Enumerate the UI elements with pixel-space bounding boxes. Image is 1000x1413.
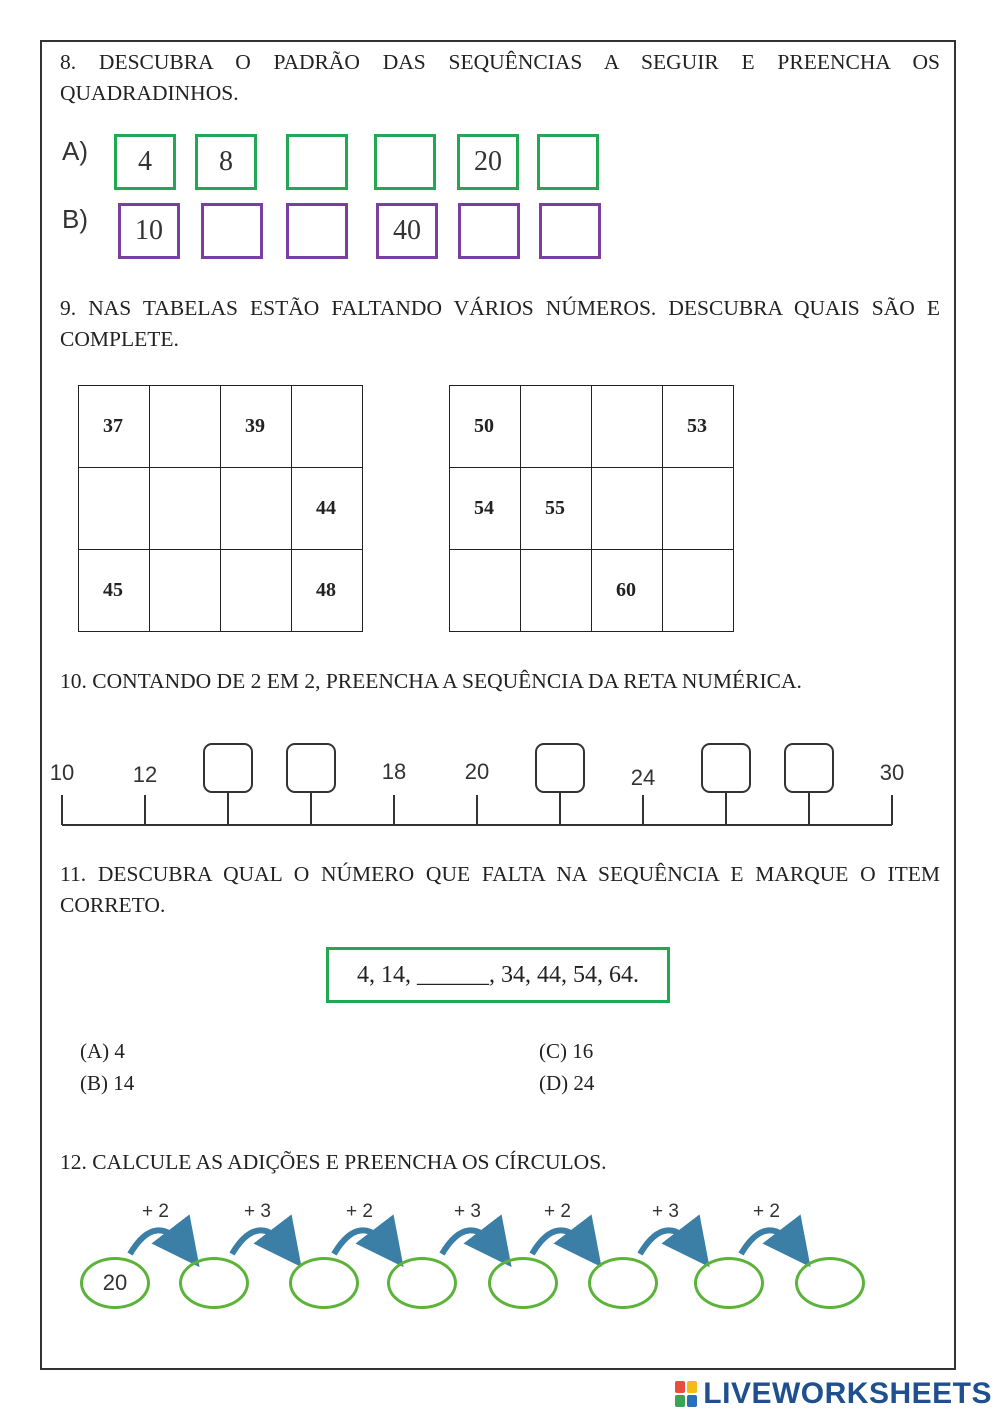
addition-step-label: + 2	[753, 1201, 780, 1222]
answer-circle[interactable]	[387, 1257, 457, 1309]
seq-b-box-1: 10	[118, 203, 180, 259]
logo-square	[687, 1381, 697, 1393]
addition-step-label: + 2	[142, 1201, 169, 1222]
addition-arrow	[442, 1230, 497, 1254]
seq-a-box-1: 4	[114, 134, 176, 190]
addition-arrow	[130, 1230, 185, 1254]
row-b-label: B)	[62, 204, 88, 234]
seq-b-box-4: 40	[376, 203, 438, 259]
answer-circle[interactable]	[588, 1257, 658, 1309]
logo-square	[687, 1395, 697, 1407]
table-cell: 53	[663, 386, 734, 468]
answer-circle[interactable]	[795, 1257, 865, 1309]
number-line-label: 12	[132, 762, 158, 787]
answer-circle[interactable]	[289, 1257, 359, 1309]
addition-arrow	[741, 1230, 796, 1254]
addition-step-label: + 3	[244, 1201, 271, 1222]
question-8-text: 8. DESCUBRA O PADRÃO DAS SEQUÊNCIAS A SEGUIR E PREENCHA OS QUADRADINHOS.	[60, 50, 940, 105]
addition-step-label: + 2	[544, 1201, 571, 1222]
number-line-label: 24	[630, 765, 656, 790]
sequence-text: 4, 14, ______, 34, 44, 54, 64.	[357, 961, 639, 988]
logo-square	[675, 1381, 685, 1393]
number-line-answer-box[interactable]	[701, 743, 751, 793]
addition-arrow	[532, 1230, 587, 1254]
answer-circle[interactable]	[694, 1257, 764, 1309]
liveworksheets-logo	[675, 1376, 992, 1412]
table-cell: 50	[450, 386, 521, 468]
logo-icon	[675, 1381, 697, 1407]
addition-arrow	[334, 1230, 389, 1254]
option-d[interactable]: (D) 24	[539, 1071, 595, 1095]
number-line-answer-box[interactable]	[784, 743, 834, 793]
seq-a-box-2: 8	[195, 134, 257, 190]
option-a[interactable]: (A) 4	[80, 1039, 125, 1063]
table-cell: 54	[450, 468, 521, 550]
number-line-label: 20	[464, 759, 490, 784]
table-cell: 45	[79, 550, 150, 632]
table-cell: 44	[292, 468, 363, 550]
seq-a-box-5: 20	[457, 134, 519, 190]
option-b[interactable]: (B) 14	[80, 1071, 135, 1095]
row-a-label: A)	[62, 136, 88, 166]
question-12-text: 12. CALCULE AS ADIÇÕES E PREENCHA OS CÍRCULOS.	[60, 1150, 607, 1174]
sequence-box	[326, 947, 670, 1003]
brand-name: LIVEWORKSHEETS	[703, 1377, 992, 1410]
question-11-text: 11. DESCUBRA QUAL O NÚMERO QUE FALTA NA SEQUÊNCIA E MARQUE O ITEM CORRETO.	[60, 862, 940, 917]
table-cell: 39	[221, 386, 292, 468]
number-line-label: 10	[49, 760, 75, 785]
option-c[interactable]: (C) 16	[539, 1039, 594, 1063]
question-10-text: 10. CONTANDO DE 2 EM 2, PREENCHA A SEQUÊNCIA DA RETA NUMÉRICA.	[60, 669, 802, 693]
addition-step-label: + 3	[454, 1201, 481, 1222]
number-line-answer-box[interactable]	[203, 743, 253, 793]
answer-circle: 20	[80, 1257, 150, 1309]
answer-circle[interactable]	[488, 1257, 558, 1309]
number-line-answer-box[interactable]	[535, 743, 585, 793]
logo-square	[675, 1395, 685, 1407]
number-line-label: 18	[381, 759, 407, 784]
addition-step-label: + 2	[346, 1201, 373, 1222]
table-cell: 48	[292, 550, 363, 632]
table-cell: 60	[592, 550, 663, 632]
addition-arrow	[232, 1230, 287, 1254]
table-cell: 37	[79, 386, 150, 468]
addition-arrow	[640, 1230, 695, 1254]
answer-circle[interactable]	[179, 1257, 249, 1309]
addition-step-label: + 3	[652, 1201, 679, 1222]
number-line-label: 30	[879, 760, 905, 785]
table-cell: 55	[521, 468, 592, 550]
question-9-text: 9. NAS TABELAS ESTÃO FALTANDO VÁRIOS NÚMEROS. DESCUBRA QUAIS SÃO E COMPLETE.	[60, 296, 940, 351]
number-line-answer-box[interactable]	[286, 743, 336, 793]
